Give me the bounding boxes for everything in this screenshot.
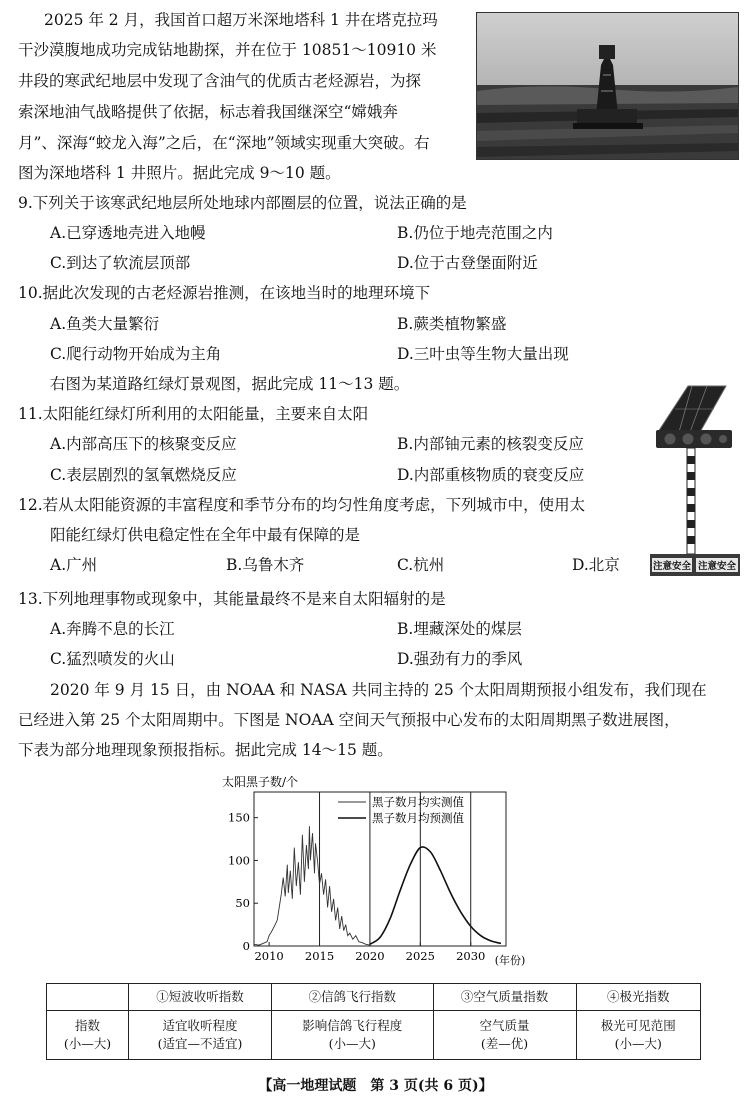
table-cell (47, 1011, 129, 1060)
chart-series-observed (254, 826, 370, 945)
q10-option-d[interactable]: D.三叶虫等生物大量出现 (397, 345, 569, 363)
drill-well-photo (476, 12, 739, 160)
intro-line-3: 井段的寒武纪地层中发现了含油气的优质古老烃源岩，为探 (18, 72, 422, 90)
chart-ytick-label: 50 (235, 896, 250, 911)
q9-option-d[interactable]: D.位于古登堡面附近 (397, 254, 538, 272)
q10-option-c[interactable]: C.爬行动物开始成为主角 (50, 345, 222, 363)
intro-line-2: 干沙漠腹地成功完成钻地勘探，并在位于 10851～10910 米 (18, 41, 437, 59)
drill-rig-icon (477, 13, 738, 159)
q13-option-a[interactable]: A.奔腾不息的长江 (50, 620, 175, 638)
chart-xtick-label: 2015 (304, 949, 335, 963)
chart-ytick-label: 100 (228, 853, 250, 868)
q13-option-b[interactable]: B.埋藏深处的煤层 (397, 620, 522, 638)
chart-xtick-label: 2010 (254, 949, 284, 963)
q11-option-b[interactable]: B.内部铀元素的核裂变反应 (397, 435, 584, 453)
cell-line: 空气质量 (479, 1018, 530, 1034)
table-cell (272, 1011, 434, 1060)
table-header-cell: ①短波收听指数 (129, 984, 272, 1011)
intro-q11-13: 右图为某道路红绿灯景观图，据此完成 11～13 题。 (50, 375, 410, 393)
chart-series-predicted (370, 847, 501, 944)
q11-option-d[interactable]: D.内部重核物质的衰变反应 (397, 466, 585, 484)
intro3-line-1: 2020 年 9 月 15 日，由 NOAA 和 NASA 共同主持的 25 个太阳周期预报小组发布，我们现在 (50, 681, 707, 699)
sign-right: 注意安全 (697, 561, 737, 572)
chart-ytick-label: 0 (242, 939, 250, 953)
q11-option-c[interactable]: C.表层剧烈的氢氧燃烧反应 (50, 466, 237, 484)
q10-option-a[interactable]: A.鱼类大量繁衍 (50, 315, 160, 333)
q13-option-d[interactable]: D.强劲有力的季风 (397, 650, 523, 668)
sunspot-cycle-chart (220, 770, 540, 975)
q11-stem: 11.太阳能红绿灯所利用的太阳能量，主要来自太阳 (18, 405, 369, 423)
q12-option-c[interactable]: C.杭州 (397, 556, 445, 574)
chart-xtick-label: 2030 (456, 949, 486, 963)
cell-line: 极光可见范围 (600, 1018, 676, 1034)
chart-xtick-label: 2020 (355, 949, 385, 963)
chart-ylabel: 太阳黑子数/个 (222, 775, 299, 789)
cell-line: (适宜—不适宜) (157, 1036, 243, 1052)
q9-option-a[interactable]: A.已穿透地壳进入地幔 (50, 224, 206, 242)
q13-option-c[interactable]: C.猛烈喷发的火山 (50, 650, 175, 668)
intro-line-4: 索深地油气战略提供了依据，标志着我国继深空“嫦娥奔 (18, 103, 398, 121)
solar-traffic-light-photo (648, 384, 742, 580)
table-header-cell (47, 984, 129, 1011)
forecast-index-table (46, 983, 701, 1060)
table-header-cell: ③空气质量指数 (433, 984, 576, 1011)
intro-line-6: 图为深地塔科 1 井照片。据此完成 9～10 题。 (18, 164, 341, 182)
legend-label-predicted: 黑子数月均预测值 (372, 811, 464, 825)
q9-option-c[interactable]: C.到达了软流层顶部 (50, 254, 191, 272)
q12-option-a[interactable]: A.广州 (50, 556, 98, 574)
table-header-cell: ②信鸽飞行指数 (272, 984, 434, 1011)
cell-line: 影响信鸽飞行程度 (302, 1018, 403, 1034)
intro-line-5: 月”、深海“蛟龙入海”之后，在“深地”领域实现重大突破。右 (18, 134, 430, 152)
q9-option-b[interactable]: B.仍位于地壳范围之内 (397, 224, 553, 242)
q12-option-b[interactable]: B.乌鲁木齐 (226, 556, 305, 574)
table-cell (433, 1011, 576, 1060)
chart-ytick-label: 150 (228, 810, 250, 825)
cell-line: (差—优) (480, 1036, 529, 1052)
table-row (47, 1011, 701, 1060)
cell-line: 指数 (74, 1018, 100, 1034)
q13-stem: 13.下列地理事物或现象中，其能量最终不是来自太阳辐射的是 (18, 590, 446, 608)
chart-xlabel: (年份) (494, 954, 526, 967)
table-cell (129, 1011, 272, 1060)
q9-stem: 9.下列关于该寒武纪地层所处地球内部圈层的位置，说法正确的是 (18, 194, 467, 212)
q12-stem-line-2: 阳能红绿灯供电稳定性在全年中最有保障的是 (50, 526, 361, 544)
legend-label-observed: 黑子数月均实测值 (372, 795, 464, 809)
intro3-line-3: 下表为部分地理现象预报指标。据此完成 14～15 题。 (18, 741, 393, 759)
cell-line: (小—大) (328, 1036, 376, 1052)
q10-stem: 10.据此次发现的古老烃源岩推测，在该地当时的地理环境下 (18, 284, 431, 302)
cell-line: (小—大) (614, 1036, 662, 1052)
table-cell (576, 1011, 700, 1060)
table-header-row (47, 984, 701, 1011)
page-footer: 【高一地理试题 第 3 页(共 6 页)】 (258, 1078, 493, 1094)
q12-option-d[interactable]: D.北京 (572, 556, 620, 574)
solar-traffic-light-icon (648, 384, 742, 580)
intro-line-1: 2025 年 2 月，我国首口超万米深地塔科 1 井在塔克拉玛 (44, 11, 438, 29)
sign-left: 注意安全 (652, 561, 692, 572)
cell-line: (小—大) (63, 1036, 112, 1052)
table-header-cell: ④极光指数 (576, 984, 700, 1011)
cell-line: 适宜收听程度 (162, 1018, 238, 1034)
q11-option-a[interactable]: A.内部高压下的核聚变反应 (50, 435, 237, 453)
intro3-line-2: 已经进入第 25 个太阳周期中。下图是 NOAA 空间天气预报中心发布的太阳周期黑子数进展图， (18, 711, 680, 729)
q12-stem-line-1: 12.若从太阳能资源的丰富程度和季节分布的均匀性角度考虑，下列城市中，使用太 (18, 496, 586, 514)
chart-xtick-label: 2025 (405, 949, 435, 963)
q10-option-b[interactable]: B.蕨类植物繁盛 (397, 315, 507, 333)
